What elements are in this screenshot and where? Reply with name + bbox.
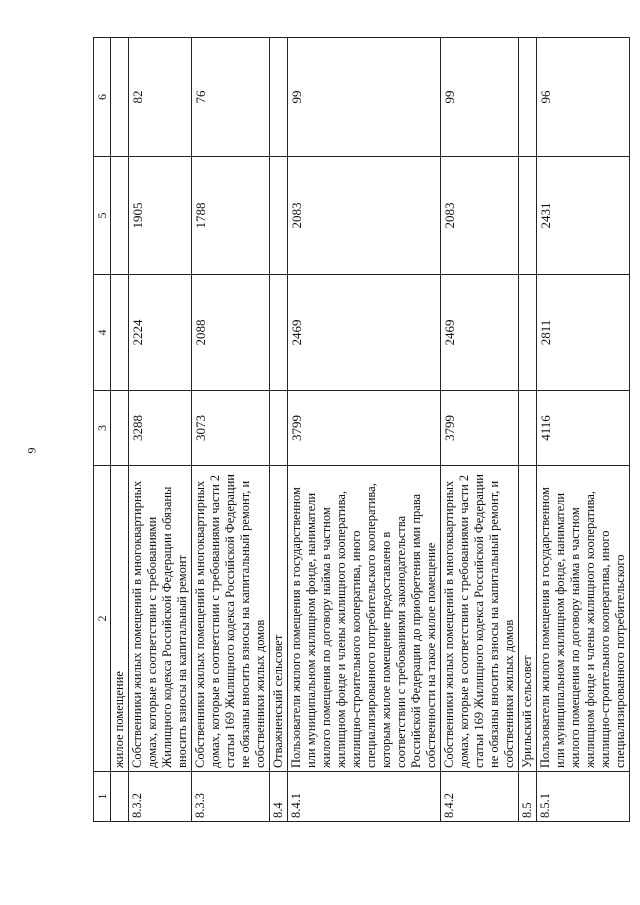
- row-value-3: 4116: [537, 391, 630, 466]
- row-value-3: 3799: [288, 391, 441, 466]
- row-value-6: 76: [192, 38, 270, 157]
- row-code: 8.5: [519, 772, 537, 822]
- col-header-3: 3: [94, 391, 111, 466]
- col-header-5: 5: [94, 157, 111, 275]
- row-value-3: [270, 391, 288, 466]
- row-value-5: 1788: [192, 157, 270, 275]
- row-value-6: 82: [129, 38, 192, 157]
- row-value-6: [111, 38, 129, 157]
- row-description: Отважненский сельсовет: [270, 466, 288, 772]
- row-value-3: [519, 391, 537, 466]
- row-value-3: 3799: [441, 391, 519, 466]
- row-description: Собственники жилых помещений в многоквартирных домах, которые в соответствии с требованиями части 2 статьи 169 Жилищного кодекса Российской Федерации не обязаны вносить взносы на капитальный ремонт, и собственники жилых домов: [192, 466, 270, 772]
- row-value-5: 2431: [537, 157, 630, 275]
- row-value-4: [270, 275, 288, 391]
- table-row: [129, 38, 192, 822]
- row-value-6: [519, 38, 537, 157]
- row-value-6: 96: [537, 38, 630, 157]
- row-value-4: 2224: [129, 275, 192, 391]
- row-code: 8.3.3: [192, 772, 270, 822]
- row-description: Урильский сельсовет: [519, 466, 537, 772]
- table-row: [111, 38, 129, 822]
- table-row: [288, 38, 441, 822]
- table-row: [192, 38, 270, 822]
- row-code: 8.3.2: [129, 772, 192, 822]
- row-code: 8.4.2: [441, 772, 519, 822]
- row-value-4: 2469: [441, 275, 519, 391]
- row-value-5: [111, 157, 129, 275]
- section-row: [519, 38, 537, 822]
- row-value-6: 99: [288, 38, 441, 157]
- row-value-6: [270, 38, 288, 157]
- row-description: Пользователи жилого помещения в государственном или муниципальном жилищном фонде, наниматели жилого помещения по договору найма в частном жилищном фонде и члены жилищного кооператива, жилищно-строительного кооператива, иного специализированного потребительского: [537, 466, 630, 772]
- row-value-3: 3288: [129, 391, 192, 466]
- tariff-table: [93, 37, 630, 822]
- row-value-4: [519, 275, 537, 391]
- section-row: [270, 38, 288, 822]
- row-description: Собственники жилых помещений в многоквартирных домах, которые в соответствии с требованиями Жилищного кодекса Российской Федерации обязаны вносить взносы на капитальный ремонт: [129, 466, 192, 772]
- row-value-3: 3073: [192, 391, 270, 466]
- row-code: 8.4.1: [288, 772, 441, 822]
- row-value-5: 2083: [441, 157, 519, 275]
- row-value-5: [270, 157, 288, 275]
- col-header-1: 1: [94, 772, 111, 822]
- header-row: [94, 38, 111, 822]
- row-value-5: 1905: [129, 157, 192, 275]
- page-number: 9: [24, 447, 39, 454]
- row-value-5: [519, 157, 537, 275]
- row-value-6: 99: [441, 38, 519, 157]
- row-value-5: 2083: [288, 157, 441, 275]
- row-code: [111, 772, 129, 822]
- table-row: [441, 38, 519, 822]
- row-value-4: [111, 275, 129, 391]
- col-header-6: 6: [94, 38, 111, 157]
- row-value-4: 2088: [192, 275, 270, 391]
- row-code: 8.5.1: [537, 772, 630, 822]
- row-value-4: 2811: [537, 275, 630, 391]
- rotated-table-container: [93, 38, 628, 822]
- table-row: [537, 38, 630, 822]
- col-header-2: 2: [94, 466, 111, 772]
- row-description: Пользователи жилого помещения в государственном или муниципальном жилищном фонде, наниматели жилого помещения по договору найма в частном жилищном фонде и члены жилищного кооператива, жилищно-строительного кооператива, иного специализированного потребительского кооператива, которым жилое помещение предоставлено в соответствии с требованиями законодательства Российской Федерации до приобретения ими права собственности на такое жилое помещение: [288, 466, 441, 772]
- row-value-4: 2469: [288, 275, 441, 391]
- col-header-4: 4: [94, 275, 111, 391]
- row-code: 8.4: [270, 772, 288, 822]
- row-description: жилое помещение: [111, 466, 129, 772]
- row-description: Собственники жилых помещений в многоквартирных домах, которые в соответствии с требованиями части 2 статьи 169 Жилищного кодекса Российской Федерации не обязаны вносить взносы на капитальный ремонт, и собственники жилых домов: [441, 466, 519, 772]
- row-value-3: [111, 391, 129, 466]
